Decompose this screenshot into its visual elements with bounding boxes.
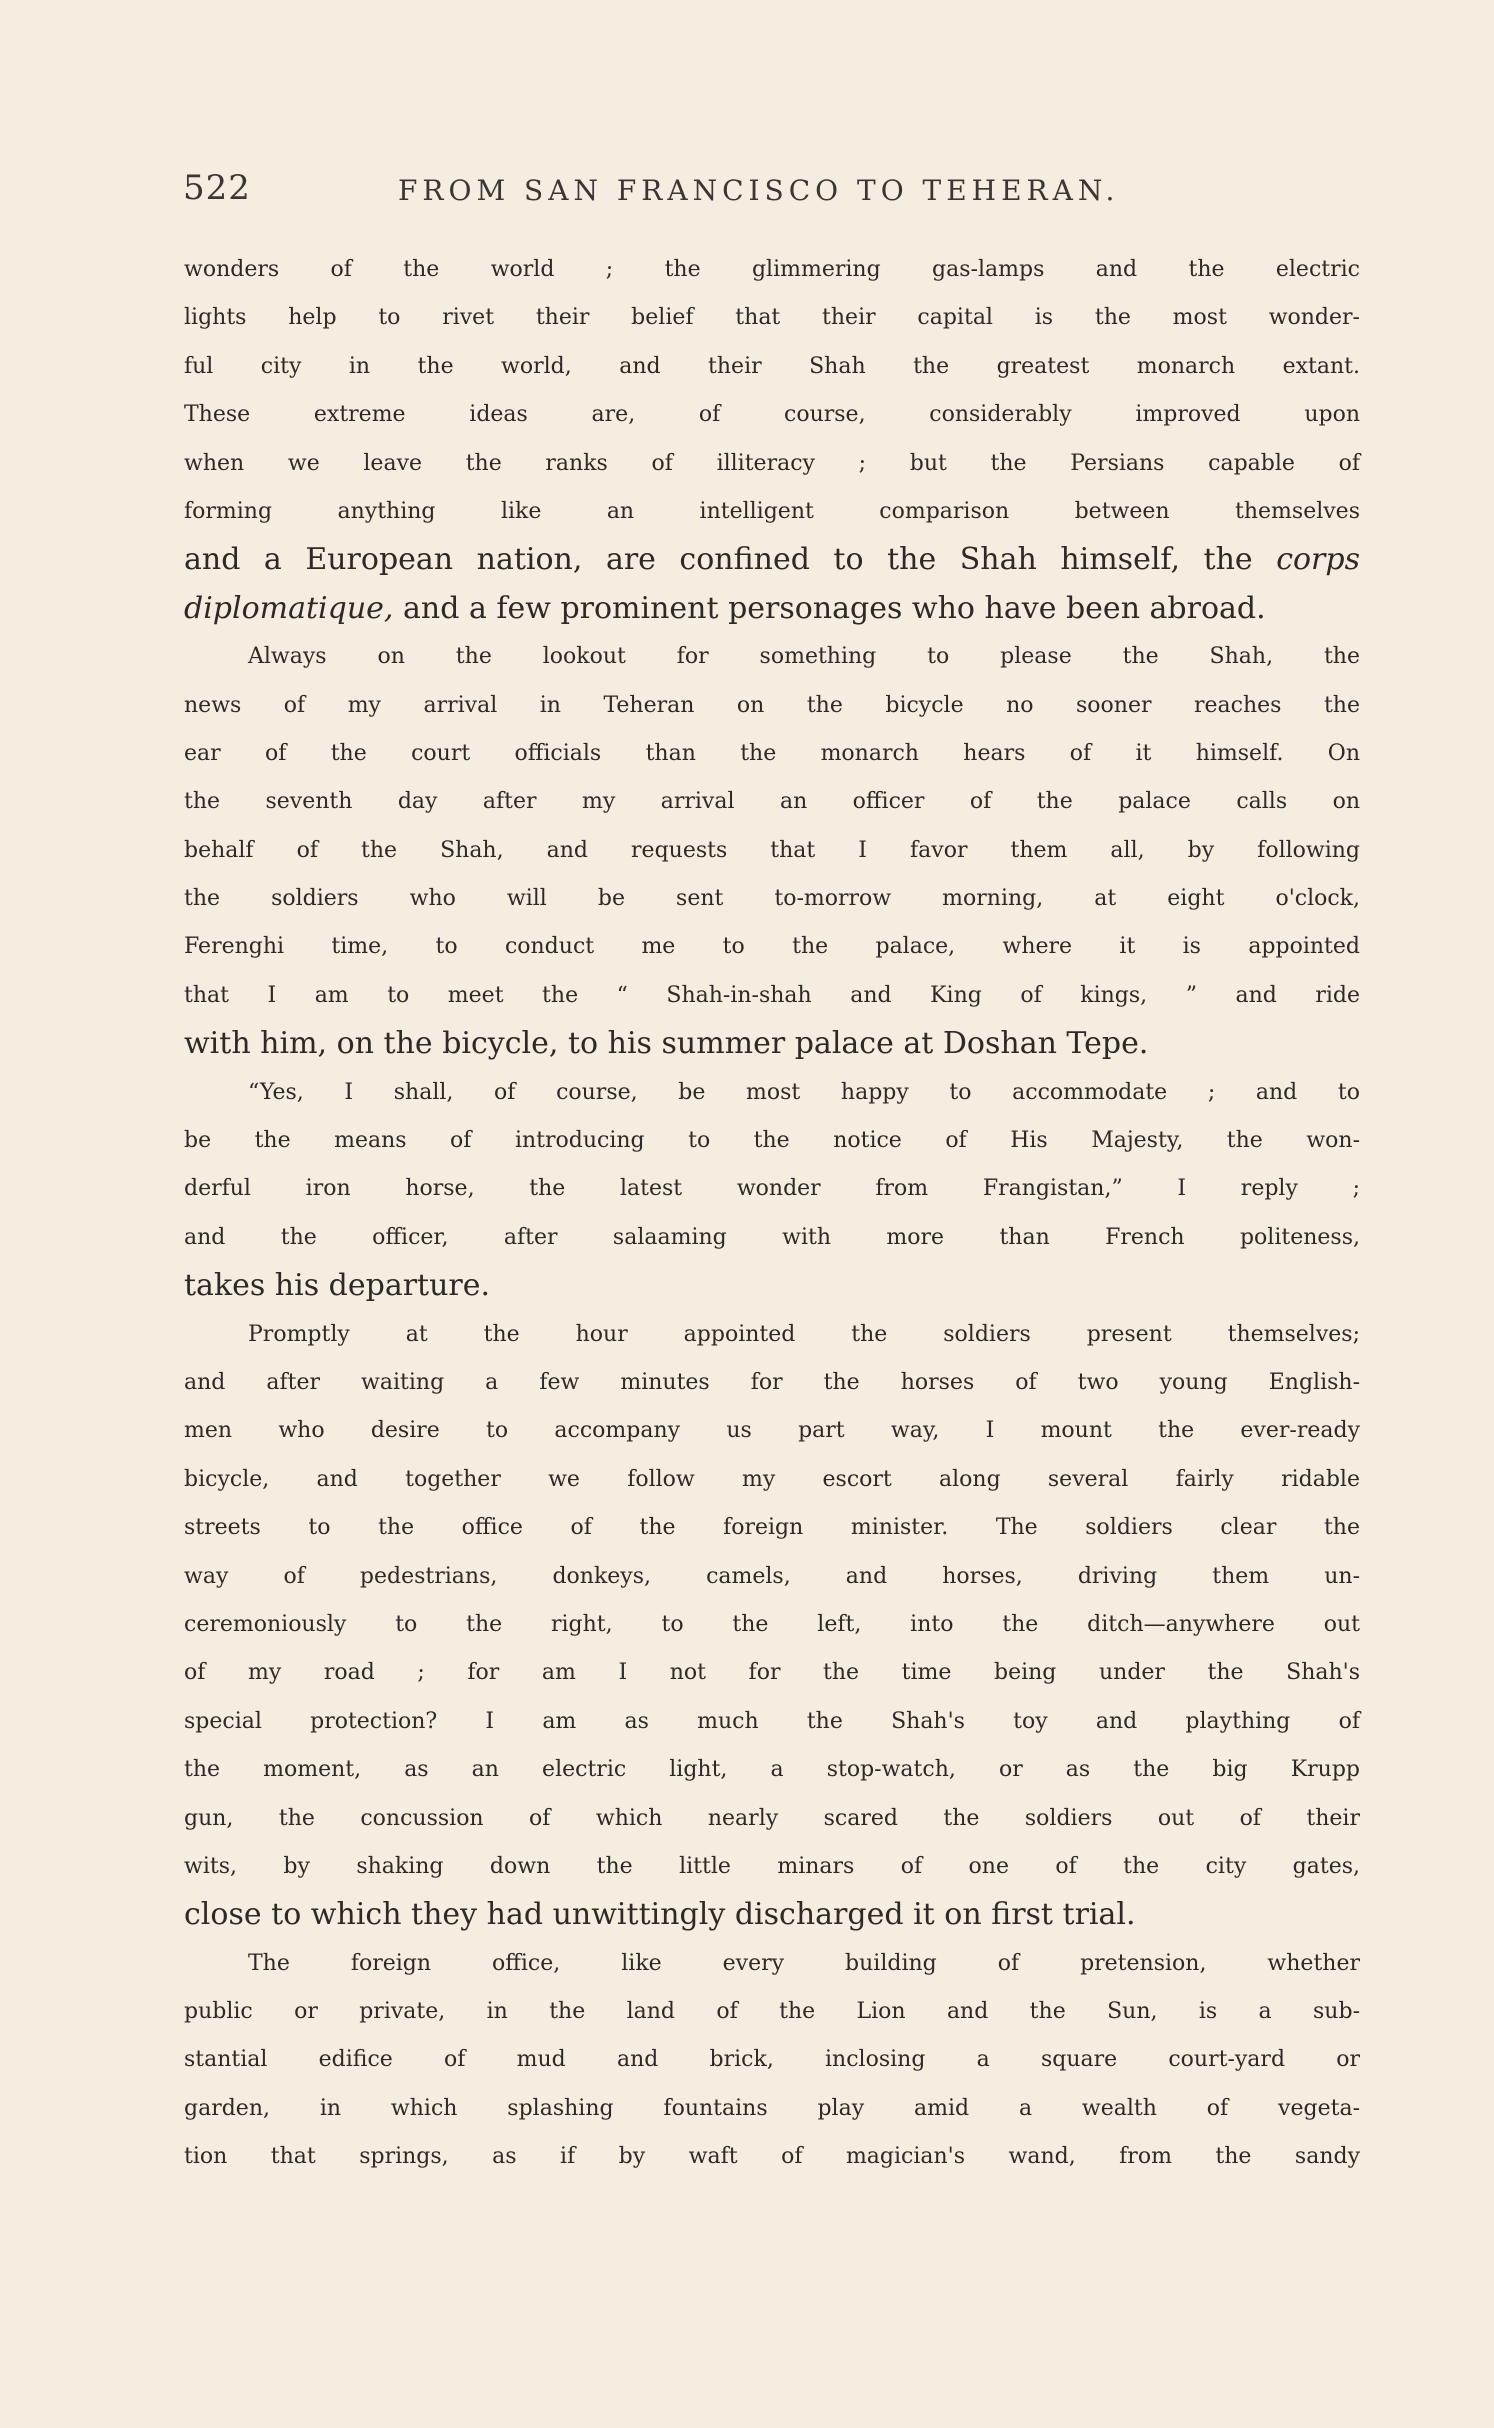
text-line: These extreme ideas are, of course, considerably improved upon	[184, 402, 1360, 428]
text-line: ful city in the world, and their Shah the greatest monarch extant.	[184, 353, 1360, 379]
text-line: that I am to meet the “ Shah-in-shah and King of kings, ” and ride	[184, 982, 1360, 1008]
page-number: 522	[183, 168, 251, 208]
text-line: way of pedestrians, donkeys, camels, and horses, driving them un-	[184, 1563, 1360, 1589]
paragraph-start: Always on the lookout for something to please the Shah, the	[248, 644, 1360, 670]
paragraph-start: The foreign office, like every building of pretension, whether	[248, 1950, 1360, 1976]
body-text	[184, 246, 1360, 2182]
text-line: diplomatique, and a few prominent personages who have been abroad.	[184, 590, 1266, 626]
text-line: garden, in which splashing fountains play amid a wealth of vegeta-	[184, 2095, 1360, 2121]
text-line: public or private, in the land of the Lion and the Sun, is a sub-	[184, 1999, 1360, 2025]
text-line: news of my arrival in Teheran on the bicycle no sooner reaches the	[184, 692, 1360, 718]
italic-term: diplomatique,	[184, 590, 394, 626]
paragraph-start: Promptly at the hour appointed the soldiers present themselves;	[248, 1321, 1360, 1347]
text-line: and after waiting a few minutes for the horses of two young English-	[184, 1369, 1360, 1395]
text-line: be the means of introducing to the notice of His Majesty, the won-	[184, 1128, 1360, 1154]
text-line: ear of the court officials than the monarch hears of it himself. On	[184, 740, 1360, 766]
text-line: when we leave the ranks of illiteracy ; but the Persians capable of	[184, 450, 1360, 476]
text-line: and the officer, after salaaming with more than French politeness,	[184, 1224, 1360, 1250]
italic-term: corps	[1276, 542, 1360, 578]
text-line: close to which they had unwittingly discharged it on first trial.	[184, 1897, 1136, 1933]
text-line: stantial edifice of mud and brick, inclosing a square court-yard or	[184, 2047, 1360, 2073]
text-line: lights help to rivet their belief that their capital is the most wonder-	[184, 305, 1360, 331]
text-line: special protection? I am as much the Shah's toy and plaything of	[184, 1708, 1360, 1734]
text-line: men who desire to accompany us part way, I mount the ever-ready	[184, 1418, 1360, 1444]
text-line: streets to the office of the foreign minister. The soldiers clear the	[184, 1515, 1360, 1541]
text-line: gun, the concussion of which nearly scared the soldiers out of their	[184, 1805, 1360, 1831]
text-line: with him, on the bicycle, to his summer palace at Doshan Tepe.	[184, 1026, 1149, 1062]
text-line: of my road ; for am I not for the time being under the Shah's	[184, 1660, 1360, 1686]
text-line: the moment, as an electric light, a stop-watch, or as the big Krupp	[184, 1757, 1360, 1783]
text-line: wonders of the world ; the glimmering gas-lamps and the electric	[184, 257, 1360, 282]
running-title: FROM SAN FRANCISCO TO TEHERAN.	[398, 174, 1120, 207]
text-line: derful iron horse, the latest wonder from Frangistan,” I reply ;	[184, 1176, 1360, 1202]
text-line: tion that springs, as if by waft of magician's wand, from the sandy	[184, 2144, 1360, 2170]
text-line: forming anything like an intelligent comparison between themselves	[184, 498, 1360, 524]
text-line: wits, by shaking down the little minars of one of the city gates,	[184, 1853, 1360, 1879]
paragraph-start: “Yes, I shall, of course, be most happy to accommodate ; and to	[248, 1079, 1360, 1105]
text-line: ceremoniously to the right, to the left, into the ditch—anywhere out	[184, 1611, 1360, 1637]
text-line: the soldiers who will be sent to-morrow morning, at eight o'clock,	[184, 886, 1360, 912]
text-line: and a European nation, are confined to the Shah himself, the corps	[184, 542, 1360, 578]
text-line: Ferenghi time, to conduct me to the palace, where it is appointed	[184, 934, 1360, 960]
text-line: the seventh day after my arrival an officer of the palace calls on	[184, 789, 1360, 815]
text-line: behalf of the Shah, and requests that I favor them all, by following	[184, 837, 1360, 863]
text-line: bicycle, and together we follow my escort along several fairly ridable	[184, 1466, 1360, 1492]
text-line: takes his departure.	[184, 1268, 491, 1304]
running-head	[183, 168, 1358, 218]
